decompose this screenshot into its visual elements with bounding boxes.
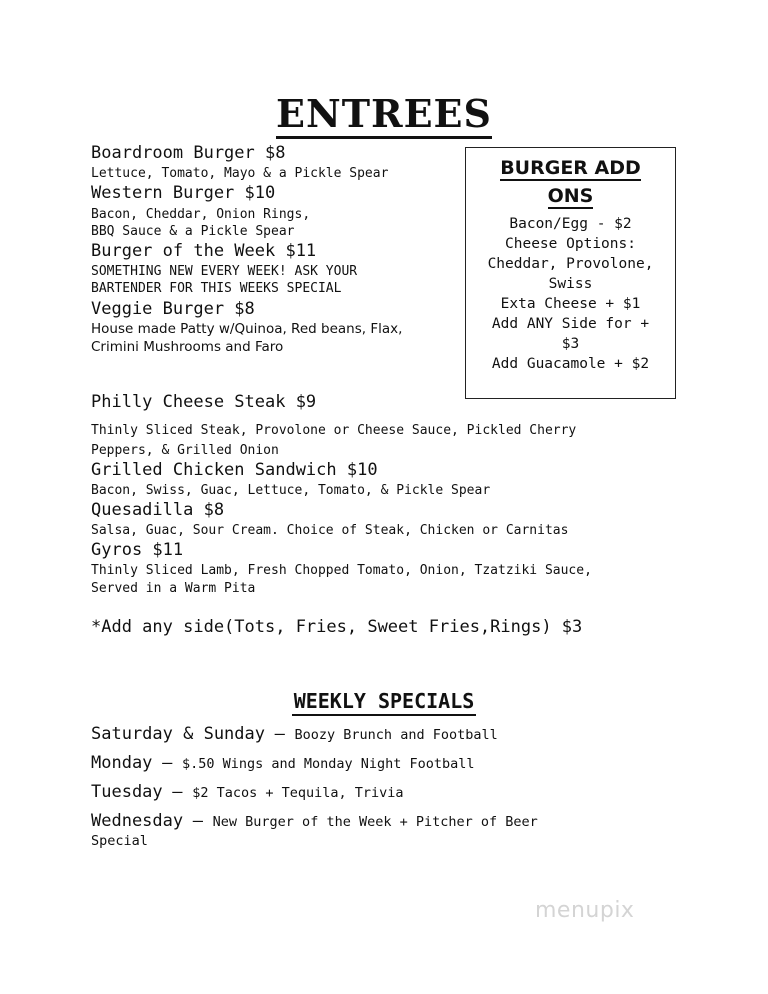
special-desc-continued: Special [91, 833, 148, 849]
menu-item-name: Boardroom Burger $8 [91, 143, 286, 163]
menu-item-name: Western Burger $10 [91, 183, 276, 203]
addons-title-line2: ONS [547, 185, 594, 207]
menu-item-desc: Crimini Mushrooms and Faro [91, 339, 284, 355]
special-dash: — [192, 811, 204, 831]
special-dash: — [162, 753, 173, 773]
menu-item-desc: Salsa, Guac, Sour Cream. Choice of Steak, Chicken or Carnitas [91, 523, 569, 538]
menu-item-desc: Peppers, & Grilled Onion [91, 443, 279, 458]
menu-item-desc: Thinly Sliced Lamb, Fresh Chopped Tomato, Onion, Tzatziki Sauce, [91, 563, 592, 578]
addon-line: Bacon/Egg - $2 [509, 216, 632, 232]
menu-item-name: Grilled Chicken Sandwich $10 [91, 460, 378, 480]
menu-item-desc: House made Patty w/Quinoa, Red beans, Flax, [91, 321, 403, 337]
addons-title [466, 154, 675, 210]
addon-line: $3 [561, 336, 580, 352]
special-desc: Boozy Brunch and Football [294, 727, 498, 743]
menu-item-name: Quesadilla $8 [91, 500, 225, 520]
specials-title-wrapper [0, 688, 768, 716]
special-dash: — [274, 724, 285, 744]
addons-title-line1: BURGER ADD [500, 157, 641, 179]
special-desc: $2 Tacos + Tequila, Trivia [192, 785, 404, 801]
special-day: Wednesday [91, 811, 184, 831]
side-note: *Add any side(Tots, Fries, Sweet Fries,Rings) $3 [91, 617, 583, 637]
menu-title: ENTREES [276, 92, 492, 139]
menu-item-desc: BARTENDER FOR THIS WEEKS SPECIAL [91, 281, 342, 296]
menu-item-desc: SOMETHING NEW EVERY WEEK! ASK YOUR [91, 264, 358, 279]
special-desc: New Burger of the Week + Pitcher of Beer [212, 814, 538, 830]
menu-item-desc: Bacon, Swiss, Guac, Lettuce, Tomato, & Pickle Spear [91, 483, 491, 498]
menu-item-desc: Bacon, Cheddar, Onion Rings, [91, 207, 311, 222]
special-day: Tuesday [91, 782, 163, 802]
addon-line: Cheddar, Provolone, [487, 256, 654, 272]
menu-item-desc: Thinly Sliced Steak, Provolone or Cheese Sauce, Pickled Cherry [91, 423, 577, 438]
addon-line: Swiss [548, 276, 593, 292]
addon-line: Add Guacamole + $2 [491, 356, 650, 372]
special-day: Monday [91, 753, 153, 773]
menu-item-desc: Served in a Warm Pita [91, 581, 256, 596]
menu-item-name: Burger of the Week $11 [91, 241, 317, 261]
addon-line: Add ANY Side for + [491, 316, 650, 332]
special-day: Saturday & Sunday [91, 724, 265, 744]
special-desc: $.50 Wings and Monday Night Football [181, 756, 475, 772]
menu-title-wrapper [0, 92, 768, 139]
burger-addons-box [465, 147, 676, 399]
addon-line: Cheese Options: [505, 236, 636, 252]
menu-item-name: Philly Cheese Steak $9 [91, 392, 317, 412]
menu-item-desc: Lettuce, Tomato, Mayo & a Pickle Spear [91, 166, 389, 181]
addons-list [466, 214, 675, 374]
menu-item-desc: BBQ Sauce & a Pickle Spear [91, 224, 295, 239]
special-row [91, 724, 498, 744]
specials-title: WEEKLY SPECIALS [292, 688, 477, 716]
special-dash: — [172, 782, 183, 802]
menu-item-name: Gyros $11 [91, 540, 184, 560]
addon-line: Exta Cheese + $1 [500, 296, 641, 312]
watermark-logo: menupix [535, 898, 635, 923]
special-row [91, 811, 538, 831]
special-row [91, 753, 475, 773]
special-row [91, 782, 404, 802]
menu-item-name: Veggie Burger $8 [91, 299, 255, 319]
